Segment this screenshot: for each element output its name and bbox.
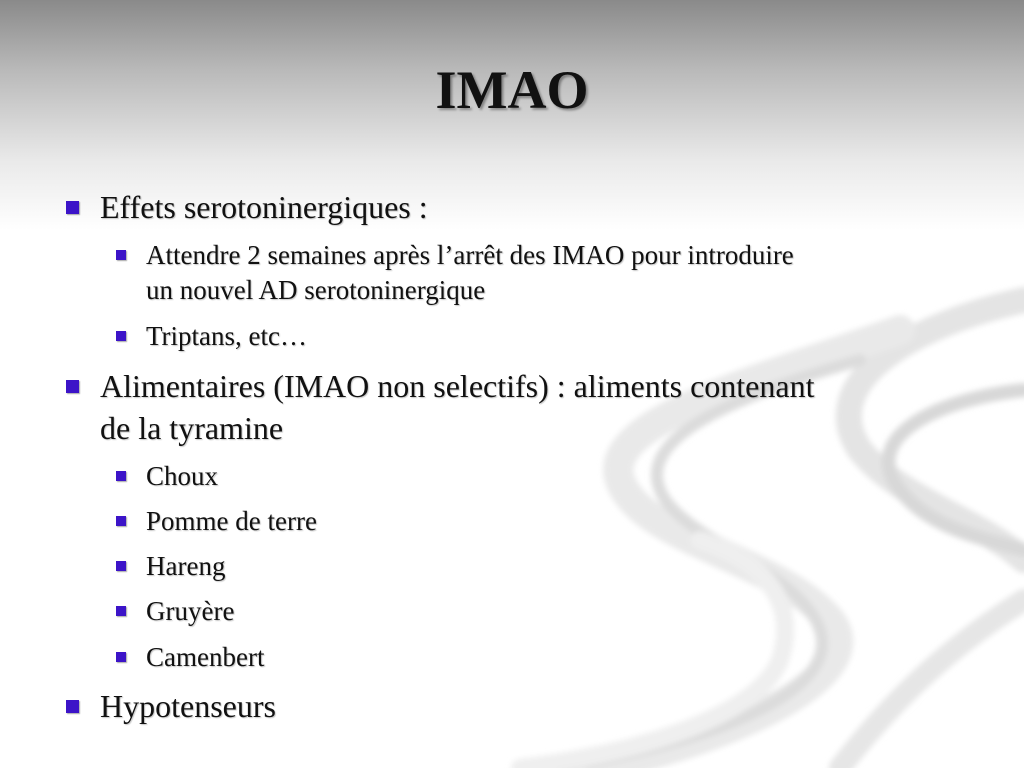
square-bullet-icon xyxy=(116,250,126,260)
bullet-alimentaires: Alimentaires (IMAO non selectifs) : aliments contenant xyxy=(100,368,815,404)
subbullet-choux: Choux xyxy=(146,461,219,491)
subbullet-attendre: Attendre 2 semaines après l’arrêt des IMAO pour introduire xyxy=(146,240,794,270)
bullet-hypotenseurs: Hypotenseurs xyxy=(100,688,276,724)
square-bullet-icon xyxy=(116,652,126,662)
square-bullet-icon xyxy=(116,331,126,341)
subbullet-triptans: Triptans, etc… xyxy=(146,321,307,351)
square-bullet-icon xyxy=(116,471,126,481)
subbullet-pomme-de-terre: Pomme de terre xyxy=(146,506,317,536)
subbullet-camenbert: Camenbert xyxy=(146,642,265,672)
subbullet-attendre-cont: un nouvel AD serotoninergique xyxy=(146,275,486,305)
square-bullet-icon xyxy=(66,700,79,713)
slide-title: IMAO xyxy=(435,60,589,120)
square-bullet-icon xyxy=(116,606,126,616)
square-bullet-icon xyxy=(116,516,126,526)
subbullet-hareng: Hareng xyxy=(146,551,226,581)
bullet-effets: Effets serotoninergiques : xyxy=(100,189,428,225)
square-bullet-icon xyxy=(116,561,126,571)
square-bullet-icon xyxy=(66,380,79,393)
square-bullet-icon xyxy=(66,201,79,214)
bullet-alimentaires-cont: de la tyramine xyxy=(100,410,284,446)
subbullet-gruyere: Gruyère xyxy=(146,596,235,626)
